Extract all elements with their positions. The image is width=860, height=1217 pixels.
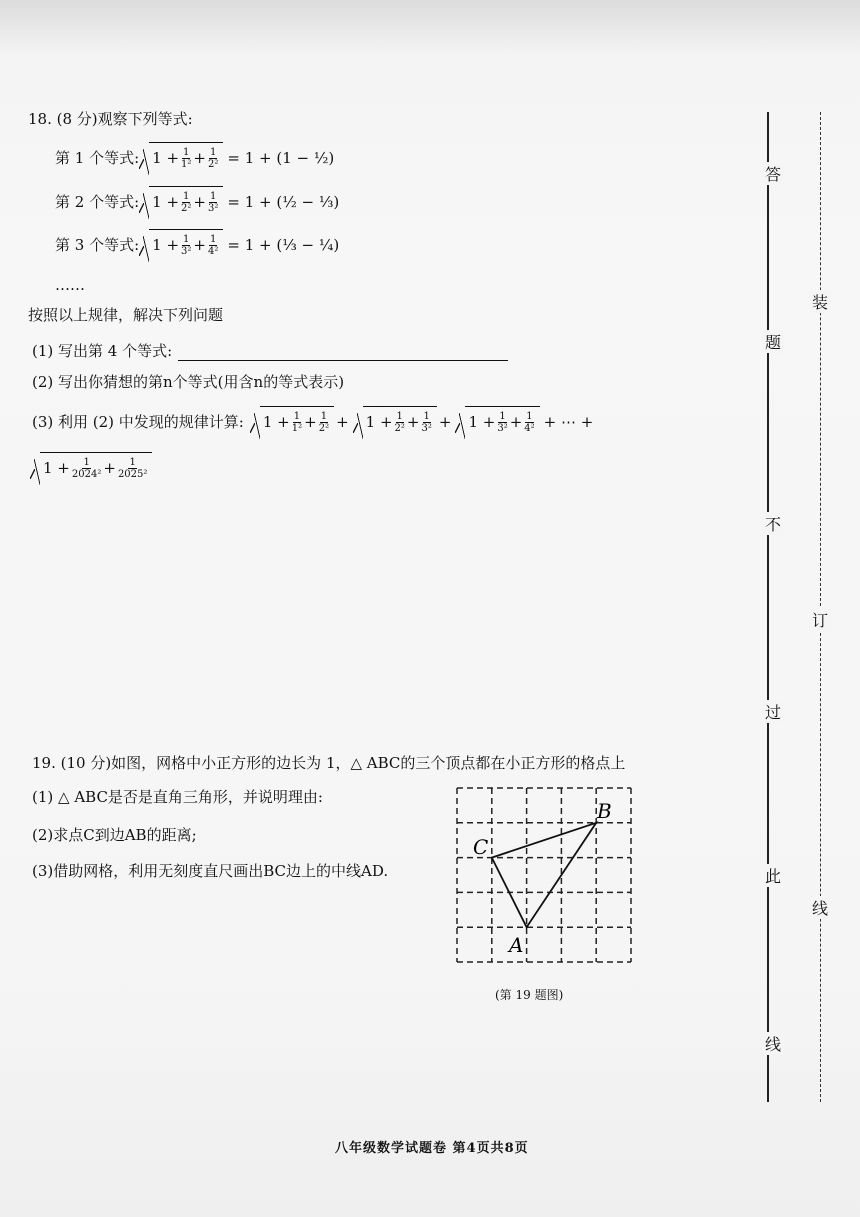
sub3-tail: + ⋯ + [543,412,594,431]
binding-char: 此 [762,864,784,887]
q18-title: 18. (8 分)观察下列等式: [28,110,193,128]
q19-grid-figure [455,786,635,1002]
binding-solid-line [767,112,769,1102]
q18-sub3-last-term [30,452,152,483]
binding-char: 不 [762,512,784,535]
binding-char: 答 [762,162,784,185]
label-c: C [473,835,489,859]
binding-char: 线 [809,896,831,919]
eq2-rhs: = 1 + (½ − ⅓) [227,192,340,211]
answer-blank [178,346,508,361]
sqrt-term-last: 1 + 1 2024² + 1 2025² [40,452,152,483]
triangle-grid [455,786,635,986]
q18-sub1 [32,340,508,361]
binding-char: 订 [809,608,831,631]
binding-margin [764,112,829,1102]
eq3-rhs: = 1 + (⅓ − ¼) [227,235,340,254]
sqrt-term-2: 1 + 1 2² + 1 3² [363,406,437,437]
binding-char: 线 [762,1032,784,1055]
scan-shadow [0,0,860,55]
figure-caption: (第 19 题图) [495,988,564,1002]
binding-char: 过 [762,700,784,723]
sqrt-expression: 1 + 1 3² + 1 4² [149,229,223,260]
label-b: B [597,799,612,823]
eq1-label: 第 1 个等式: [55,149,140,167]
q19-title: 19. (10 分)如图，网格中小正方形的边长为 1，△ ABC的三个顶点都在小正方形的格点上 [32,754,626,772]
eq3-label: 第 3 个等式: [55,236,140,254]
q18-equation-2 [55,186,339,217]
page-footer: 八年级数学试题卷 第4页共8页 [335,1141,529,1156]
sqrt-expression: 1 + 1 2² + 1 3² [149,186,223,217]
q19-part3: (3)借助网格，利用无刻度直尺画出BC边上的中线AD. [32,862,389,880]
label-a: A [509,933,524,957]
q19-part2: (2)求点C到边AB的距离; [32,826,197,844]
sub1-text: (1) 写出第 4 个等式: [32,342,173,360]
binding-dashed-line [820,112,821,1102]
sqrt-term-1: 1 + 1 1² + 1 2² [260,406,334,437]
q18-sub2: (2) 写出你猜想的第n个等式(用含n的等式表示) [32,373,345,391]
binding-char: 题 [762,330,784,353]
q19-part1: (1) △ ABC是否是直角三角形，并说明理由: [32,788,323,806]
q18-rule: 按照以上规律，解决下列问题 [28,306,224,324]
eq1-rhs: = 1 + (1 − ½) [227,148,335,167]
q18-sub3: (3) 利用 (2) 中发现的规律计算: 1 + 1 1² + 1 2² + 1 + 1 2² + 1 3² + 1 + 1 3² + 1 4² + ⋯ + [32,406,593,437]
q18-equation-3 [55,229,339,260]
eq2-label: 第 2 个等式: [55,193,140,211]
sqrt-expression: 1 + 1 1² + 1 2² [149,142,223,173]
binding-char: 装 [809,290,831,313]
triangle-abc [492,823,596,927]
ellipsis: …… [55,276,85,294]
sub3-text: (3) 利用 (2) 中发现的规律计算: [32,413,244,431]
sqrt-term-3: 1 + 1 3² + 1 4² [465,406,539,437]
q18-equation-1 [55,142,334,173]
